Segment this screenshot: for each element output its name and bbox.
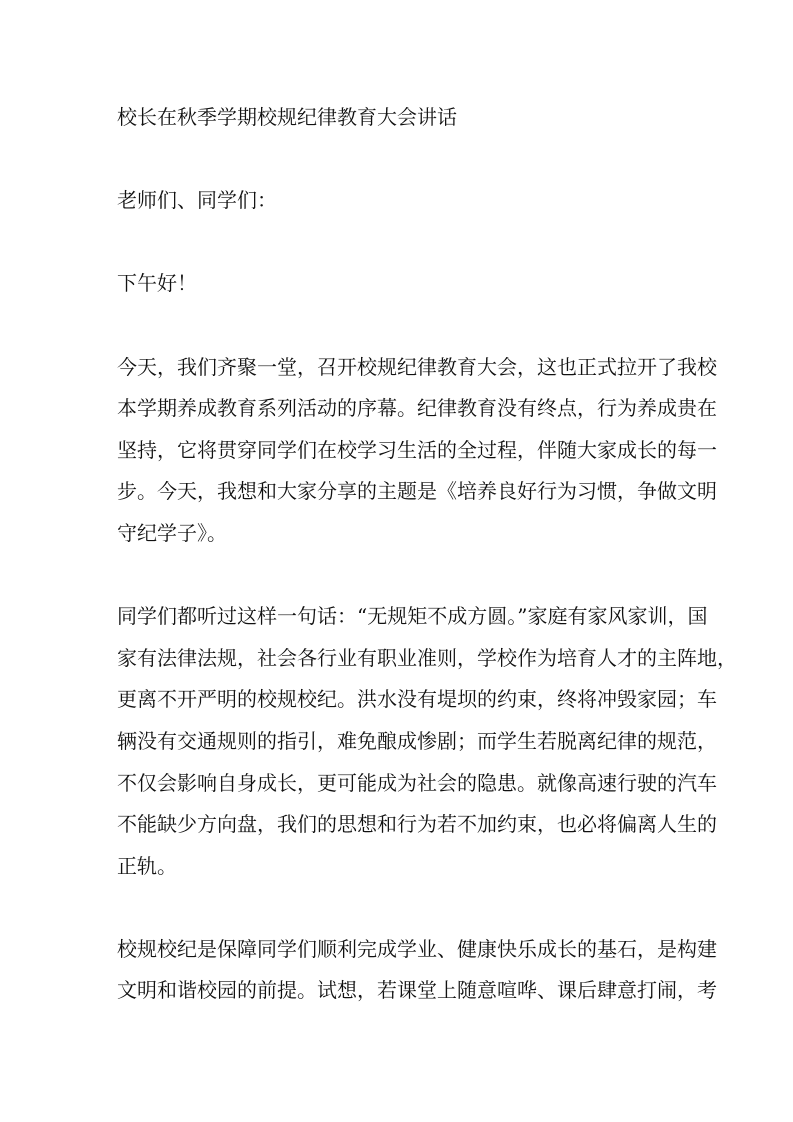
paragraph-1 — [117, 347, 717, 555]
paragraph-3 — [117, 929, 717, 1012]
paragraph-2 — [117, 596, 737, 887]
text-line: 校规校纪是保障同学们顺利完成学业、健康快乐成长的基石，是构建 — [117, 936, 717, 961]
text-line: 正轨。 — [117, 853, 177, 878]
text-line: 辆没有交通规则的指引，难免酿成惨剧；而学生若脱离纪律的规范， — [117, 728, 717, 753]
salutation: 老师们、同学们： — [117, 188, 277, 213]
text-line: 不能缺少方向盘，我们的思想和行为若不加约束，也必将偏离人生的 — [117, 812, 717, 837]
text-line: 步。今天，我想和大家分享的主题是《培养良好行为习惯，争做文明 — [117, 479, 717, 504]
text-line: 同学们都听过这样一句话：“无规矩不成方圆。”家庭有家风家训，国 — [117, 604, 708, 629]
text-line: 坚持，它将贯穿同学们在校学习生活的全过程，伴随大家成长的每一 — [117, 437, 717, 462]
document-title: 校长在秋季学期校规纪律教育大会讲话 — [117, 105, 457, 129]
text-line: 文明和谐校园的前提。试想，若课堂上随意喧哗、课后肆意打闹，考 — [117, 978, 717, 1003]
text-line: 今天，我们齐聚一堂，召开校规纪律教育大会，这也正式拉开了我校 — [117, 354, 717, 379]
text-line: 守纪学子》。 — [117, 520, 227, 545]
text-line: 家有法律法规，社会各行业有职业准则，学校作为培育人才的主阵地， — [117, 645, 737, 670]
text-line: 不仅会影响自身成长，更可能成为社会的隐患。就像高速行驶的汽车 — [117, 770, 717, 795]
greeting: 下午好！ — [117, 271, 197, 296]
text-line: 更离不开严明的校规校纪。洪水没有堤坝的约束，终将冲毁家园；车 — [117, 687, 717, 712]
document-page — [117, 97, 737, 1054]
text-line: 本学期养成教育系列活动的序幕。纪律教育没有终点，行为养成贵在 — [117, 396, 717, 421]
